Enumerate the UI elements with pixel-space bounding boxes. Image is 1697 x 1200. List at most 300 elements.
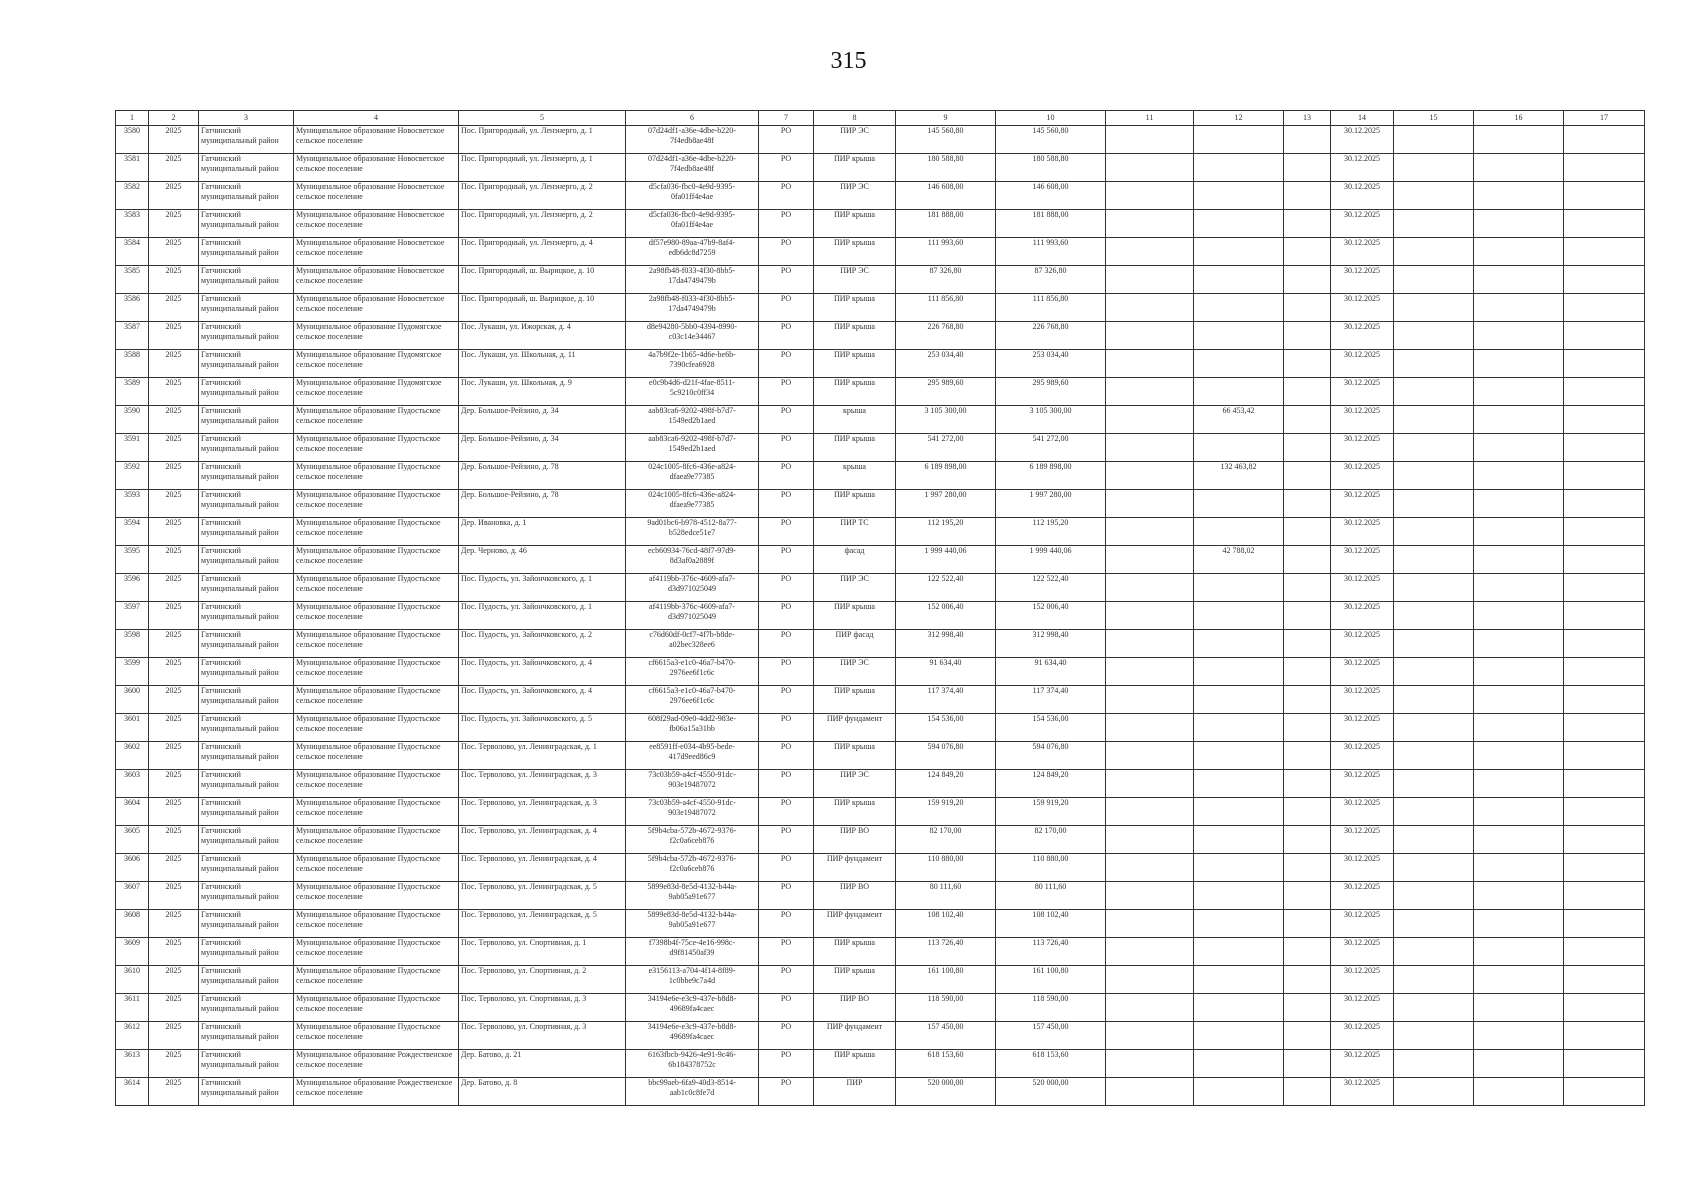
table-cell-col-1: 3583 (116, 210, 149, 238)
table-cell-col-4: Муниципальное образование Пудостьское сельское поселение (294, 854, 459, 882)
table-cell-col-6: c76d60df-0cf7-4f7b-b8de-a02bec328ee6 (626, 630, 759, 658)
table-cell-col-7: РО (759, 462, 814, 490)
table-cell-col-13 (1284, 518, 1331, 546)
table-cell-col-7: РО (759, 546, 814, 574)
table-cell-col-10: 111 993,60 (996, 238, 1106, 266)
table-cell-col-7: РО (759, 378, 814, 406)
table-row (116, 658, 1645, 686)
page-number: 315 (830, 48, 867, 74)
table-row (116, 938, 1645, 966)
table-cell-col-11 (1106, 210, 1194, 238)
table-cell-col-12 (1194, 910, 1284, 938)
table-cell-col-17 (1564, 350, 1645, 378)
table-cell-col-13 (1284, 350, 1331, 378)
table-cell-col-5: Пос. Терволово, ул. Ленинградская, д. 4 (459, 826, 626, 854)
table-cell-col-10: 1 999 440,06 (996, 546, 1106, 574)
table-cell-col-14: 30.12.2025 (1331, 686, 1394, 714)
table-cell-col-5: Пос. Пудость, ул. Зайончковского, д. 2 (459, 630, 626, 658)
table-cell-col-10: 154 536,00 (996, 714, 1106, 742)
table-cell-col-6: 6163fbcb-9426-4e91-9c46-6b184378752c (626, 1050, 759, 1078)
table-row (116, 742, 1645, 770)
table-cell-col-2: 2025 (149, 350, 199, 378)
table-cell-col-5: Дер. Большое-Рейзино, д. 78 (459, 490, 626, 518)
table-cell-col-10: 161 100,80 (996, 966, 1106, 994)
table-cell-col-8: ПИР крыша (814, 1050, 896, 1078)
table-cell-col-17 (1564, 826, 1645, 854)
table-cell-col-9: 618 153,60 (896, 1050, 996, 1078)
table-cell-col-17 (1564, 714, 1645, 742)
table-cell-col-15 (1394, 210, 1474, 238)
table-cell-col-12 (1194, 966, 1284, 994)
table-cell-col-2: 2025 (149, 322, 199, 350)
table-row (116, 1022, 1645, 1050)
table-cell-col-10: 122 522,40 (996, 574, 1106, 602)
table-cell-col-15 (1394, 266, 1474, 294)
table-cell-col-2: 2025 (149, 994, 199, 1022)
table-cell-col-11 (1106, 994, 1194, 1022)
table-cell-col-15 (1394, 378, 1474, 406)
table-cell-col-6: aab83ca6-9202-498f-b7d7-1549ed2b1aed (626, 434, 759, 462)
table-cell-col-12 (1194, 294, 1284, 322)
table-row (116, 826, 1645, 854)
table-cell-col-4: Муниципальное образование Пудомягское сельское поселение (294, 322, 459, 350)
table-cell-col-7: РО (759, 1078, 814, 1106)
table-cell-col-8: крыша (814, 462, 896, 490)
table-cell-col-13 (1284, 378, 1331, 406)
column-header-7: 7 (759, 111, 814, 126)
table-cell-col-14: 30.12.2025 (1331, 966, 1394, 994)
table-cell-col-11 (1106, 826, 1194, 854)
table-cell-col-1: 3590 (116, 406, 149, 434)
table-cell-col-4: Муниципальное образование Пудостьское сельское поселение (294, 798, 459, 826)
table-row (116, 210, 1645, 238)
table-cell-col-9: 520 000,00 (896, 1078, 996, 1106)
table-cell-col-9: 3 105 300,00 (896, 406, 996, 434)
table-cell-col-9: 180 588,80 (896, 154, 996, 182)
table-cell-col-2: 2025 (149, 518, 199, 546)
table-cell-col-10: 312 998,40 (996, 630, 1106, 658)
table-cell-col-16 (1474, 154, 1564, 182)
table-cell-col-4: Муниципальное образование Новосветское сельское поселение (294, 210, 459, 238)
table-cell-col-13 (1284, 154, 1331, 182)
table-cell-col-6: cf6615a3-e1c0-46a7-b470-2976ee6f1c6c (626, 658, 759, 686)
table-cell-col-16 (1474, 938, 1564, 966)
table-cell-col-1: 3610 (116, 966, 149, 994)
table-cell-col-1: 3608 (116, 910, 149, 938)
table-cell-col-8: ПИР крыша (814, 378, 896, 406)
table-cell-col-3: Гатчинский муниципальный район (199, 602, 294, 630)
table-cell-col-17 (1564, 518, 1645, 546)
table-cell-col-15 (1394, 882, 1474, 910)
table-cell-col-7: РО (759, 322, 814, 350)
table-cell-col-11 (1106, 658, 1194, 686)
table-cell-col-8: ПИР ЭС (814, 770, 896, 798)
table-cell-col-9: 146 608,00 (896, 182, 996, 210)
table-cell-col-13 (1284, 294, 1331, 322)
table-cell-col-3: Гатчинский муниципальный район (199, 406, 294, 434)
table-cell-col-8: ПИР фундамент (814, 714, 896, 742)
table-cell-col-2: 2025 (149, 742, 199, 770)
table-cell-col-16 (1474, 854, 1564, 882)
table-cell-col-3: Гатчинский муниципальный район (199, 490, 294, 518)
table-cell-col-6: 2a98fb48-f033-4f30-8bb5-17da4749479b (626, 266, 759, 294)
table-cell-col-11 (1106, 518, 1194, 546)
table-cell-col-16 (1474, 350, 1564, 378)
table-cell-col-15 (1394, 294, 1474, 322)
table-cell-col-3: Гатчинский муниципальный район (199, 154, 294, 182)
table-cell-col-17 (1564, 658, 1645, 686)
table-cell-col-17 (1564, 882, 1645, 910)
table-cell-col-17 (1564, 742, 1645, 770)
table-cell-col-5: Пос. Пригородный, ул. Ленэнерго, д. 4 (459, 238, 626, 266)
column-header-11: 11 (1106, 111, 1194, 126)
table-cell-col-11 (1106, 910, 1194, 938)
table-cell-col-16 (1474, 882, 1564, 910)
column-header-9: 9 (896, 111, 996, 126)
table-cell-col-11 (1106, 294, 1194, 322)
table-cell-col-6: 5f9b4cba-572b-4672-9376-f2c0a6ceb876 (626, 854, 759, 882)
table-row (116, 714, 1645, 742)
table-cell-col-13 (1284, 266, 1331, 294)
table-cell-col-4: Муниципальное образование Пудостьское сельское поселение (294, 602, 459, 630)
table-cell-col-6: 024c1005-8fc6-436e-a824-dfaea9e77385 (626, 490, 759, 518)
table-cell-col-10: 111 856,80 (996, 294, 1106, 322)
table-cell-col-8: ПИР крыша (814, 490, 896, 518)
table-row (116, 546, 1645, 574)
table-cell-col-6: 34194e6e-e3c9-437e-b8d8-49689fa4caec (626, 994, 759, 1022)
register-table (115, 110, 1645, 1106)
table-cell-col-11 (1106, 938, 1194, 966)
table-cell-col-11 (1106, 686, 1194, 714)
column-header-8: 8 (814, 111, 896, 126)
table-cell-col-2: 2025 (149, 378, 199, 406)
table-cell-col-10: 112 195,20 (996, 518, 1106, 546)
table-cell-col-10: 181 888,00 (996, 210, 1106, 238)
table-cell-col-16 (1474, 210, 1564, 238)
table-cell-col-10: 541 272,00 (996, 434, 1106, 462)
table-cell-col-2: 2025 (149, 294, 199, 322)
table-cell-col-6: 07d24df1-a36e-4dbe-b220-7f4edb8ae48f (626, 154, 759, 182)
table-cell-col-5: Пос. Пудость, ул. Зайончковского, д. 4 (459, 686, 626, 714)
table-cell-col-16 (1474, 238, 1564, 266)
table-cell-col-14: 30.12.2025 (1331, 826, 1394, 854)
table-cell-col-12 (1194, 714, 1284, 742)
table-cell-col-16 (1474, 378, 1564, 406)
table-cell-col-4: Муниципальное образование Пудостьское сельское поселение (294, 938, 459, 966)
table-cell-col-14: 30.12.2025 (1331, 462, 1394, 490)
table-cell-col-13 (1284, 714, 1331, 742)
table-row (116, 686, 1645, 714)
table-cell-col-14: 30.12.2025 (1331, 210, 1394, 238)
table-cell-col-8: ПИР ТС (814, 518, 896, 546)
table-cell-col-2: 2025 (149, 714, 199, 742)
column-header-15: 15 (1394, 111, 1474, 126)
column-header-14: 14 (1331, 111, 1394, 126)
table-cell-col-11 (1106, 770, 1194, 798)
table-cell-col-10: 117 374,40 (996, 686, 1106, 714)
table-cell-col-2: 2025 (149, 630, 199, 658)
table-cell-col-5: Пос. Лукаши, ул. Школьная, д. 9 (459, 378, 626, 406)
table-cell-col-9: 312 998,40 (896, 630, 996, 658)
table-cell-col-7: РО (759, 406, 814, 434)
table-cell-col-7: РО (759, 1050, 814, 1078)
table-row (116, 518, 1645, 546)
table-cell-col-17 (1564, 406, 1645, 434)
table-cell-col-14: 30.12.2025 (1331, 546, 1394, 574)
table-cell-col-5: Пос. Лукаши, ул. Школьная, д. 11 (459, 350, 626, 378)
table-cell-col-13 (1284, 574, 1331, 602)
table-cell-col-15 (1394, 938, 1474, 966)
table-cell-col-7: РО (759, 210, 814, 238)
table-cell-col-6: 5899e83d-8e5d-4132-b44a-9ab05a91e677 (626, 882, 759, 910)
table-row (116, 630, 1645, 658)
table-cell-col-10: 6 189 898,00 (996, 462, 1106, 490)
table-cell-col-3: Гатчинский муниципальный район (199, 742, 294, 770)
table-cell-col-11 (1106, 882, 1194, 910)
table-cell-col-9: 161 100,80 (896, 966, 996, 994)
table-cell-col-3: Гатчинский муниципальный район (199, 462, 294, 490)
table-cell-col-11 (1106, 1078, 1194, 1106)
table-cell-col-5: Пос. Терволово, ул. Ленинградская, д. 5 (459, 882, 626, 910)
table-cell-col-9: 91 634,40 (896, 658, 996, 686)
table-cell-col-13 (1284, 854, 1331, 882)
table-cell-col-3: Гатчинский муниципальный район (199, 966, 294, 994)
table-cell-col-15 (1394, 994, 1474, 1022)
table-cell-col-2: 2025 (149, 406, 199, 434)
table-cell-col-3: Гатчинский муниципальный район (199, 882, 294, 910)
table-cell-col-2: 2025 (149, 434, 199, 462)
table-cell-col-6: d5cfa036-fbc0-4e9d-9395-0fa01ff4e4ae (626, 210, 759, 238)
table-cell-col-15 (1394, 658, 1474, 686)
table-cell-col-10: 157 450,00 (996, 1022, 1106, 1050)
table-cell-col-7: РО (759, 658, 814, 686)
table-cell-col-8: ПИР ЭС (814, 126, 896, 154)
table-row (116, 238, 1645, 266)
table-cell-col-8: ПИР крыша (814, 798, 896, 826)
table-cell-col-3: Гатчинский муниципальный район (199, 378, 294, 406)
table-cell-col-2: 2025 (149, 154, 199, 182)
table-cell-col-1: 3585 (116, 266, 149, 294)
table-cell-col-9: 6 189 898,00 (896, 462, 996, 490)
table-cell-col-17 (1564, 938, 1645, 966)
table-cell-col-16 (1474, 126, 1564, 154)
table-cell-col-12 (1194, 518, 1284, 546)
table-row (116, 322, 1645, 350)
table-cell-col-1: 3581 (116, 154, 149, 182)
table-cell-col-9: 1 997 280,00 (896, 490, 996, 518)
table-row (116, 770, 1645, 798)
table-cell-col-5: Пос. Терволово, ул. Ленинградская, д. 4 (459, 854, 626, 882)
table-cell-col-6: df57e980-89aa-47b9-8af4-edb6dc8d7259 (626, 238, 759, 266)
table-cell-col-1: 3603 (116, 770, 149, 798)
table-cell-col-5: Пос. Терволово, ул. Спортивная, д. 3 (459, 1022, 626, 1050)
table-cell-col-1: 3587 (116, 322, 149, 350)
table-cell-col-16 (1474, 406, 1564, 434)
table-cell-col-5: Пос. Терволово, ул. Ленинградская, д. 3 (459, 798, 626, 826)
table-cell-col-4: Муниципальное образование Пудостьское сельское поселение (294, 462, 459, 490)
table-cell-col-8: фасад (814, 546, 896, 574)
table-cell-col-13 (1284, 1078, 1331, 1106)
table-cell-col-12 (1194, 1022, 1284, 1050)
table-cell-col-2: 2025 (149, 1078, 199, 1106)
table-cell-col-7: РО (759, 742, 814, 770)
table-cell-col-8: ПИР крыша (814, 434, 896, 462)
table-cell-col-17 (1564, 210, 1645, 238)
table-cell-col-7: РО (759, 966, 814, 994)
table-cell-col-7: РО (759, 294, 814, 322)
table-cell-col-17 (1564, 798, 1645, 826)
table-cell-col-9: 154 536,00 (896, 714, 996, 742)
table-cell-col-2: 2025 (149, 798, 199, 826)
table-cell-col-13 (1284, 210, 1331, 238)
table-cell-col-15 (1394, 966, 1474, 994)
table-cell-col-14: 30.12.2025 (1331, 406, 1394, 434)
table-row (116, 1078, 1645, 1106)
table-cell-col-3: Гатчинский муниципальный район (199, 434, 294, 462)
table-cell-col-6: 5f9b4cba-572b-4672-9376-f2c0a6ceb876 (626, 826, 759, 854)
table-cell-col-1: 3584 (116, 238, 149, 266)
table-cell-col-5: Дер. Батово, д. 21 (459, 1050, 626, 1078)
table-cell-col-7: РО (759, 182, 814, 210)
table-cell-col-7: РО (759, 714, 814, 742)
table-cell-col-10: 110 880,00 (996, 854, 1106, 882)
table-cell-col-9: 113 726,40 (896, 938, 996, 966)
table-cell-col-2: 2025 (149, 574, 199, 602)
table-cell-col-4: Муниципальное образование Рождественское сельское поселение (294, 1078, 459, 1106)
table-cell-col-16 (1474, 266, 1564, 294)
table-cell-col-4: Муниципальное образование Пудостьское сельское поселение (294, 574, 459, 602)
column-header-2: 2 (149, 111, 199, 126)
table-cell-col-14: 30.12.2025 (1331, 574, 1394, 602)
table-cell-col-17 (1564, 602, 1645, 630)
table-cell-col-6: 2a98fb48-f033-4f30-8bb5-17da4749479b (626, 294, 759, 322)
table-cell-col-9: 157 450,00 (896, 1022, 996, 1050)
table-cell-col-9: 295 989,60 (896, 378, 996, 406)
table-cell-col-13 (1284, 742, 1331, 770)
table-cell-col-2: 2025 (149, 238, 199, 266)
table-cell-col-3: Гатчинский муниципальный район (199, 294, 294, 322)
table-cell-col-12 (1194, 854, 1284, 882)
table-cell-col-12: 66 453,42 (1194, 406, 1284, 434)
table-cell-col-9: 82 170,00 (896, 826, 996, 854)
table-cell-col-9: 118 590,00 (896, 994, 996, 1022)
table-cell-col-12 (1194, 938, 1284, 966)
table-cell-col-11 (1106, 182, 1194, 210)
table-cell-col-3: Гатчинский муниципальный район (199, 266, 294, 294)
table-cell-col-12 (1194, 378, 1284, 406)
table-cell-col-16 (1474, 1078, 1564, 1106)
table-cell-col-8: ПИР крыша (814, 686, 896, 714)
table-cell-col-1: 3604 (116, 798, 149, 826)
table-cell-col-3: Гатчинский муниципальный район (199, 1022, 294, 1050)
table-cell-col-12 (1194, 770, 1284, 798)
table-cell-col-1: 3600 (116, 686, 149, 714)
table-cell-col-13 (1284, 322, 1331, 350)
table-cell-col-5: Пос. Терволово, ул. Спортивная, д. 3 (459, 994, 626, 1022)
table-cell-col-14: 30.12.2025 (1331, 126, 1394, 154)
table-cell-col-14: 30.12.2025 (1331, 854, 1394, 882)
table-cell-col-8: ПИР крыша (814, 238, 896, 266)
table-cell-col-12 (1194, 742, 1284, 770)
table-cell-col-10: 295 989,60 (996, 378, 1106, 406)
table-row (116, 154, 1645, 182)
table-cell-col-11 (1106, 602, 1194, 630)
table-cell-col-17 (1564, 238, 1645, 266)
table-cell-col-8: ПИР крыша (814, 350, 896, 378)
table-cell-col-15 (1394, 126, 1474, 154)
table-cell-col-9: 112 195,20 (896, 518, 996, 546)
table-cell-col-4: Муниципальное образование Новосветское сельское поселение (294, 182, 459, 210)
table-cell-col-12 (1194, 658, 1284, 686)
table-cell-col-11 (1106, 966, 1194, 994)
table-cell-col-3: Гатчинский муниципальный район (199, 910, 294, 938)
table-cell-col-1: 3605 (116, 826, 149, 854)
table-cell-col-17 (1564, 266, 1645, 294)
table-cell-col-14: 30.12.2025 (1331, 714, 1394, 742)
table-cell-col-15 (1394, 462, 1474, 490)
table-cell-col-10: 226 768,80 (996, 322, 1106, 350)
table-cell-col-4: Муниципальное образование Новосветское сельское поселение (294, 126, 459, 154)
table-cell-col-14: 30.12.2025 (1331, 378, 1394, 406)
table-cell-col-11 (1106, 854, 1194, 882)
table-cell-col-16 (1474, 1022, 1564, 1050)
table-cell-col-10: 180 588,80 (996, 154, 1106, 182)
table-cell-col-16 (1474, 294, 1564, 322)
table-cell-col-6: e0c9b4d6-d21f-4fae-8511-5c9210c0ff34 (626, 378, 759, 406)
table-cell-col-6: 024c1005-8fc6-436e-a824-dfaea9e77385 (626, 462, 759, 490)
table-cell-col-12 (1194, 882, 1284, 910)
table-cell-col-2: 2025 (149, 854, 199, 882)
table-cell-col-15 (1394, 518, 1474, 546)
table-cell-col-4: Муниципальное образование Пудостьское сельское поселение (294, 966, 459, 994)
table-cell-col-15 (1394, 322, 1474, 350)
table-cell-col-7: РО (759, 238, 814, 266)
table-cell-col-9: 111 856,80 (896, 294, 996, 322)
table-cell-col-6: 608f29ad-09e0-4dd2-983e-fb06a15a31bb (626, 714, 759, 742)
table-cell-col-14: 30.12.2025 (1331, 322, 1394, 350)
table-cell-col-8: ПИР ВО (814, 826, 896, 854)
table-cell-col-4: Муниципальное образование Пудостьское сельское поселение (294, 406, 459, 434)
table-cell-col-11 (1106, 742, 1194, 770)
table-cell-col-4: Муниципальное образование Пудостьское сельское поселение (294, 546, 459, 574)
table-cell-col-15 (1394, 826, 1474, 854)
table-cell-col-10: 124 849,20 (996, 770, 1106, 798)
table-cell-col-3: Гатчинский муниципальный район (199, 182, 294, 210)
table-row (116, 350, 1645, 378)
table-cell-col-1: 3599 (116, 658, 149, 686)
table-cell-col-4: Муниципальное образование Пудостьское сельское поселение (294, 686, 459, 714)
table-cell-col-2: 2025 (149, 602, 199, 630)
table-cell-col-17 (1564, 322, 1645, 350)
column-number-row (116, 111, 1645, 126)
table-cell-col-6: 07d24df1-a36e-4dbe-b220-7f4edb8ae48f (626, 126, 759, 154)
table-cell-col-14: 30.12.2025 (1331, 1022, 1394, 1050)
column-header-1: 1 (116, 111, 149, 126)
table-cell-col-6: 34194e6e-e3c9-437e-b8d8-49689fa4caec (626, 1022, 759, 1050)
table-cell-col-3: Гатчинский муниципальный район (199, 938, 294, 966)
table-cell-col-15 (1394, 630, 1474, 658)
table-cell-col-4: Муниципальное образование Пудостьское сельское поселение (294, 630, 459, 658)
table-cell-col-10: 253 034,40 (996, 350, 1106, 378)
table-cell-col-15 (1394, 490, 1474, 518)
table-cell-col-4: Муниципальное образование Пудомягское сельское поселение (294, 378, 459, 406)
table-cell-col-9: 594 076,80 (896, 742, 996, 770)
table-cell-col-17 (1564, 910, 1645, 938)
table-cell-col-15 (1394, 770, 1474, 798)
table-cell-col-5: Дер. Батово, д. 8 (459, 1078, 626, 1106)
table-cell-col-5: Пос. Пудость, ул. Зайончковского, д. 1 (459, 574, 626, 602)
table-row (116, 966, 1645, 994)
